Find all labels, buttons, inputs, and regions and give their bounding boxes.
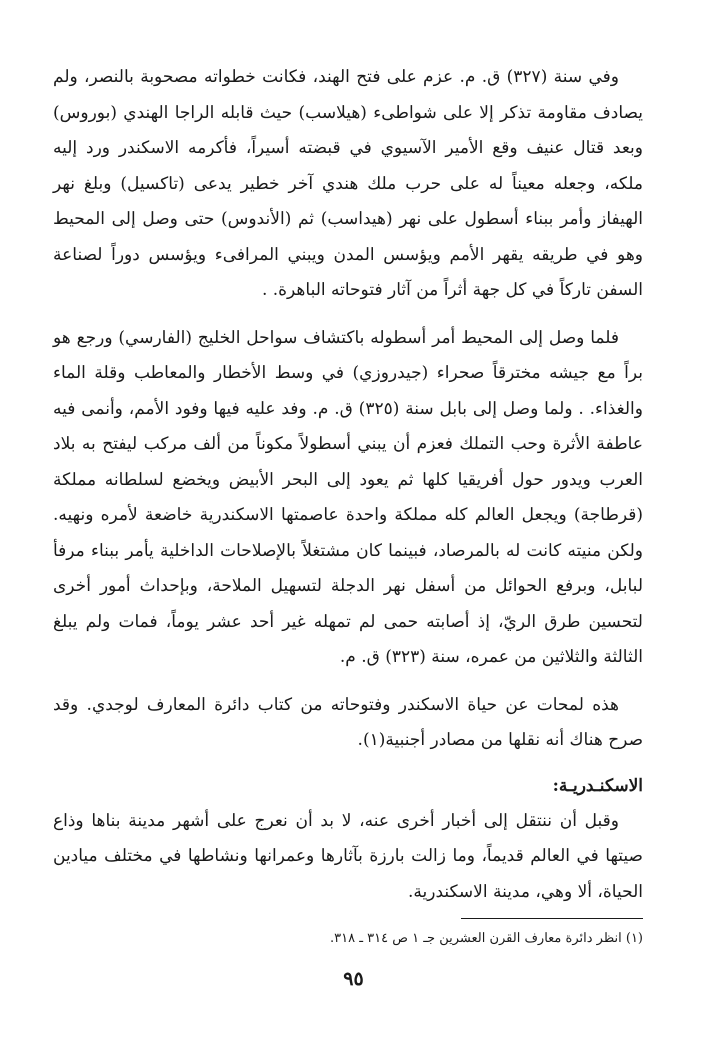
footnote-separator (461, 918, 643, 919)
footnote: (١) انظر دائرة معارف القرن العشرين جـ ١ ص ٣١٤ ـ ٣١٨. (329, 931, 643, 946)
body-text (53, 60, 643, 910)
paragraph-source-note: هذه لمحات عن حياة الاسكندر وفتوحاته من كتاب دائرة المعارف لوجدي. وقد صرح هناك أنه نقلها من مصادر أجنبية(١). (53, 694, 643, 750)
section-heading: الاسكنـدريـة: (552, 775, 643, 796)
paragraph-india-campaign: وفي سنة (٣٢٧) ق. م. عزم على فتح الهند، فكانت خطواته مصحوبة بالنصر، ولم يصادف مقاومة تذكر إلا على شواطىء (هيلاسب) حيث قابله الراجا الهندي (بوروس) وبعد قتال عنيف وقع الأمير الآسيوي في قبضته أسيراً، فأكرمه الاسكندر ورد إليه ملكه، وجعله معيناً له على حرب ملك هندي آخر خطير يدعى (تاكسيل) وبلغ نهر الهيفاز وأمر ببناء أسطول على نهر (هيداسب) ثم (الأندوس) حتى وصل إلى المحيط وهو في طريقه يقهر الأمم ويؤسس المدن ويبني المرافىء ويؤسس دوراً لصناعة السفن تاركاً في كل جهة أثراً من آثار فتوحاته الباهرة. . (53, 67, 643, 300)
paragraph-babylon-and-death: فلما وصل إلى المحيط أمر أسطوله باكتشاف سواحل الخليج (الفارسي) ورجع هو براً مع جيشه مخترقاً صحراء (جيدروزي) في وسط الأخطار والمعاطب وقلة الماء والغذاء. . ولما وصل إلى بابل سنة (٣٢٥) ق. م. وفد عليه فيها وفود الأمم، وأنمى فيه عاطفة الأثرة وحب التملك فعزم أن يبني أسطولاً مكوناً من ألف مركب ليفتح به بلاد العرب ويدور حول أفريقيا كلها ثم يعود إلى البحر الأبيض ويخضع لسلطانه مملكة (قرطاجة) ويجعل العالم كله مملكة واحدة عاصمتها الاسكندرية خاضعة لأمره ونهيه. ولكن منيته كانت له بالمرصاد، فبينما كان مشتغلاً بالإصلاحات الداخلية يأمر ببناء مرفأ لبابل، وبرفع الحوائل من أسفل نهر الدجلة لتسهيل الملاحة، وبإحداث أمور أخرى لتحسين طرق الريّ، إذ أصابته حمى لم تمهله غير أحد عشر يوماً، فمات ولم يبلغ الثالثة والثلاثين من عمره، سنة (٣٢٣) ق. م. (53, 327, 643, 667)
paragraph-alexandria: وقبل أن ننتقل إلى أخبار أخرى عنه، لا بد أن نعرج على أشهر مدينة بناها وذاع صيتها في العالم قديماً، وما زالت بارزة بآثارها وعمرانها ونشاطها في مختلف ميادين الحياة، ألا وهي، مدينة الاسكندرية. (53, 810, 643, 902)
page-number: ٩٥ (343, 968, 364, 990)
